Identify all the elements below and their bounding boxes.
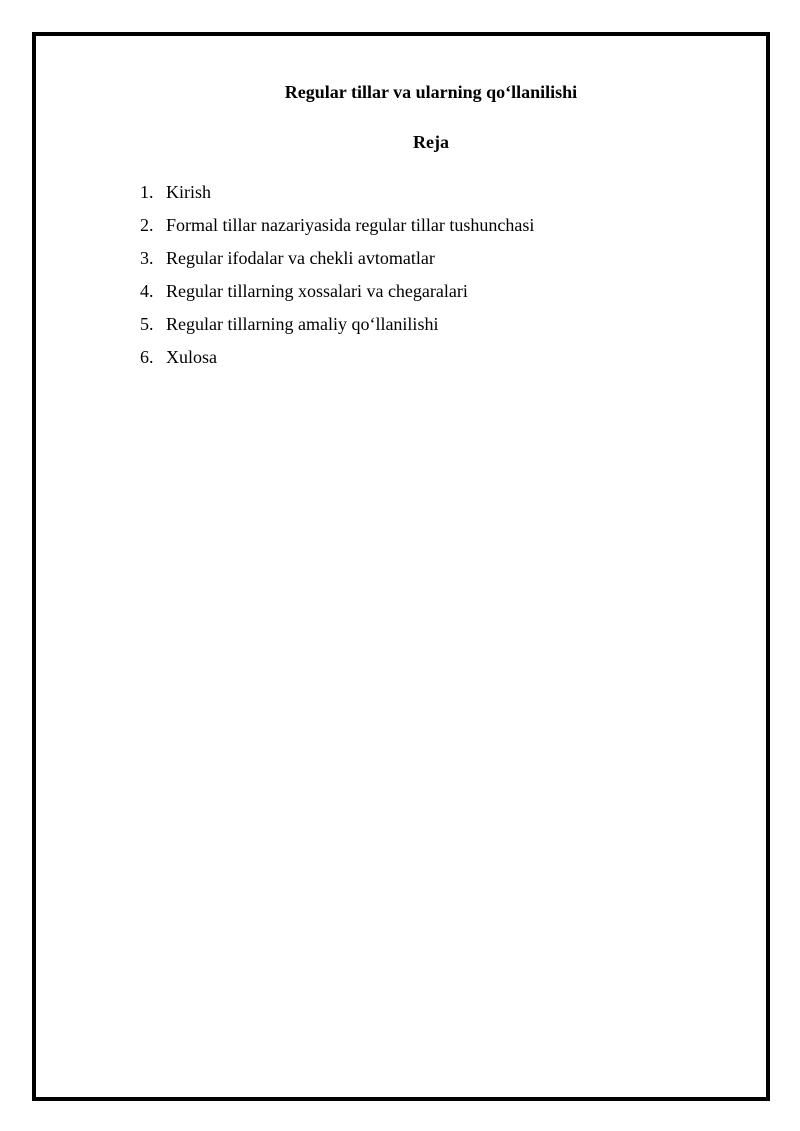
plan-item-text: Regular tillarning xossalari va chegaralari [166,281,468,301]
plan-item-text: Regular tillarning amaliy qo‘llanilishi [166,314,439,334]
plan-item-text: Xulosa [166,347,217,367]
plan-item [140,180,534,213]
plan-item-text: Formal tillar nazariyasida regular tillar tushunchasi [166,215,535,235]
plan-item-number: 3. [140,248,154,268]
plan-list [140,180,534,378]
plan-heading: Reja [413,132,449,152]
plan-item [140,213,534,246]
plan-item [140,246,534,279]
plan-item-number: 5. [140,314,154,334]
plan-item [140,279,534,312]
plan-item-number: 6. [140,347,154,367]
plan-item [140,312,534,345]
plan-item [140,345,534,378]
page-border [32,32,770,1101]
plan-item-number: 1. [140,182,154,202]
plan-item-number: 4. [140,281,154,301]
document-title: Regular tillar va ularning qo‘llanilishi [284,82,578,102]
plan-item-text: Regular ifodalar va chekli avtomatlar [166,248,435,268]
plan-item-text: Kirish [166,182,211,202]
plan-item-number: 2. [140,215,154,235]
